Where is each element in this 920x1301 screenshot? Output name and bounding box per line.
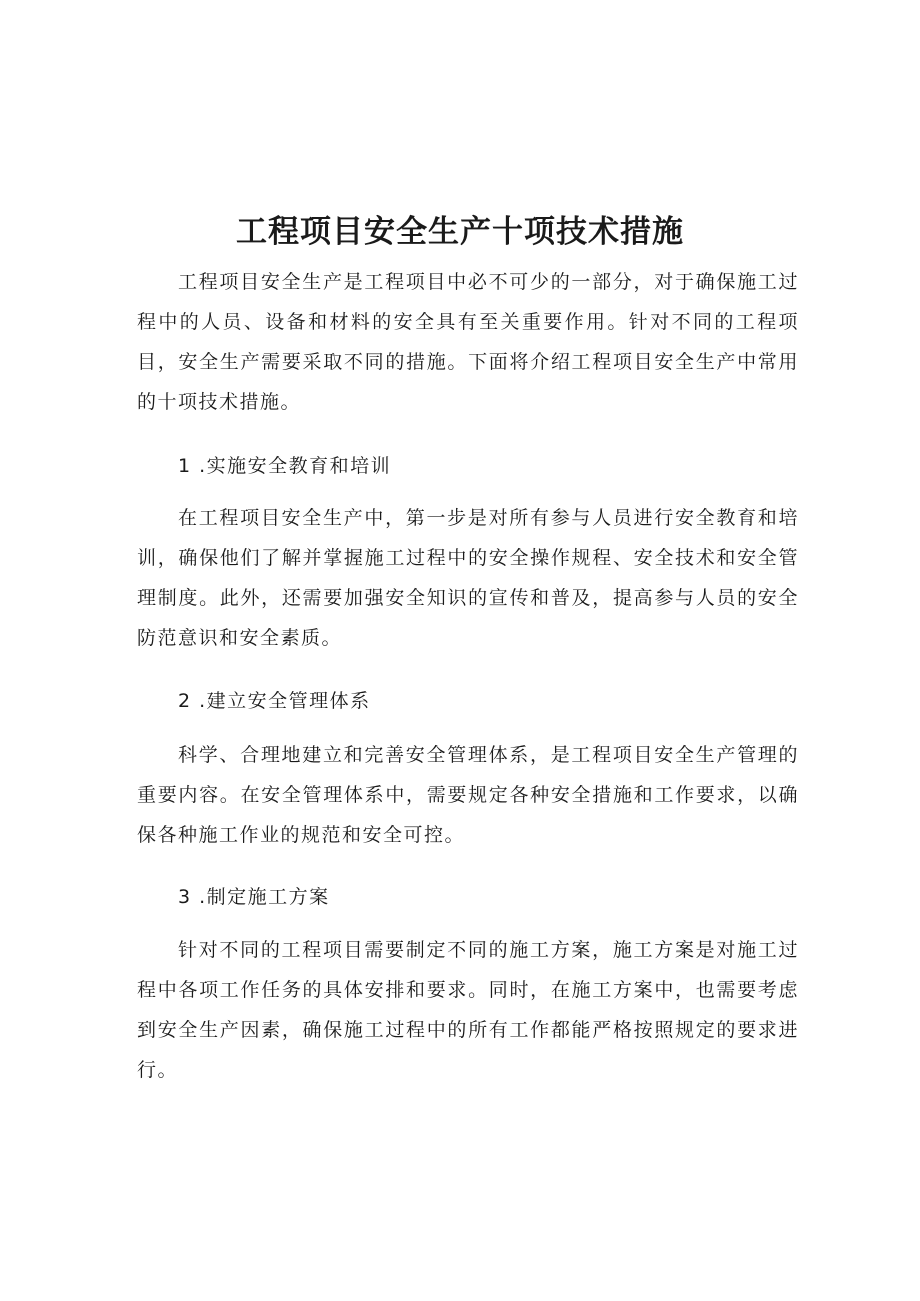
intro-paragraph: 工程项目安全生产是工程项目中必不可少的一部分，对于确保施工过程中的人员、设备和材料的安全具有至关重要作用。针对不同的工程项目，安全生产需要采取不同的措施。下面将介绍工程项目安全生产中常用的十项技术措施。 xyxy=(137,271,799,413)
section-heading-2: 2 .建立安全管理体系 xyxy=(178,690,371,712)
section-body-2: 科学、合理地建立和完善安全管理体系，是工程项目安全生产管理的重要内容。在安全管理体系中，需要规定各种安全措施和工作要求，以确保各种施工作业的规范和安全可控。 xyxy=(137,744,799,846)
document-title: 工程项目安全生产十项技术措施 xyxy=(236,214,684,250)
section-body-3: 针对不同的工程项目需要制定不同的施工方案，施工方案是对施工过程中各项工作任务的具体安排和要求。同时，在施工方案中，也需要考虑到安全生产因素，确保施工过程中的所有工作都能严格按照规定的要求进行。 xyxy=(137,939,799,1081)
section-body-1: 在工程项目安全生产中，第一步是对所有参与人员进行安全教育和培训，确保他们了解并掌握施工过程中的安全操作规程、安全技术和安全管理制度。此外，还需要加强安全知识的宣传和普及，提高参与人员的安全防范意识和安全素质。 xyxy=(137,507,799,649)
section-heading-1: 1 .实施安全教育和培训 xyxy=(178,455,392,477)
section-heading-3: 3 .制定施工方案 xyxy=(178,886,330,908)
